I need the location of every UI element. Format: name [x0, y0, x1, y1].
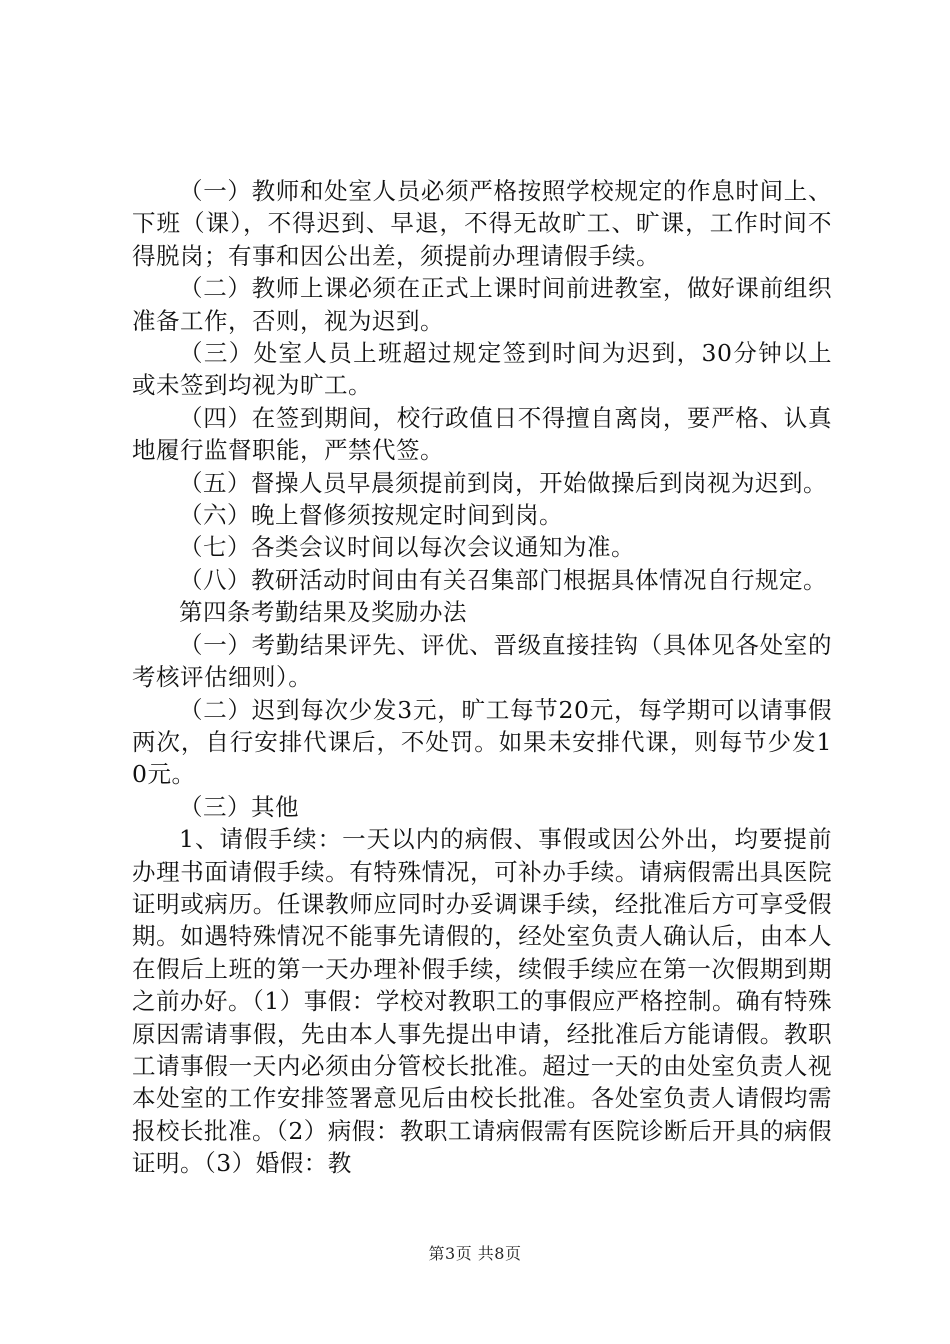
- paragraph-9: （一）考勤结果评先、评优、晋级直接挂钩（具体见各处室的考核评估细则）。: [132, 630, 832, 692]
- paragraph-3: （三）处室人员上班超过规定签到时间为迟到，30分钟以上或未签到均视为旷工。: [132, 339, 832, 400]
- paragraph-1: （一）教师和处室人员必须严格按照学校规定的作息时间上、下班（课），不得迟到、早退，不得无故旷工、旷课，工作时间不得脱岗；有事和因公出差，须提前办理请假手续。: [132, 177, 832, 270]
- paragraph-11: （三）其他: [179, 792, 299, 821]
- paragraph-6: （六）晚上督修须按规定时间到岗。: [179, 501, 563, 530]
- paragraph-12: 1、请假手续：一天以内的病假、事假或因公外出，均要提前办理书面请假手续。有特殊情况，可补办手续。请病假需出具医院证明或病历。任课教师应同时办妥调课手续，经批准后方可享受假期。如遇特殊情况不能事先请假的，经处室负责人确认后，由本人在假后上班的第一天办理补假手续，续假手续应在第一次假期到期之前办好。（1）事假：学校对教职工的事假应严格控制。确有特殊原因需请事假，先由本人事先提出申请，经批准后方能请假。教职工请事假一天内必须由分管校长批准。超过一天的由处室负责人视本处室的工作安排签署意见后由校长批准。各处室负责人请假均需报校长批准。（2）病假：教职工请病假需有医院诊断后开具的病假证明。（3）婚假：教: [132, 825, 832, 1178]
- paragraph-10: （二）迟到每次少发3元，旷工每节20元，每学期可以请事假两次，自行安排代课后，不处罚。如果未安排代课，则每节少发10元。: [132, 695, 832, 789]
- paragraph-5: （五）督操人员早晨须提前到岗，开始做操后到岗视为迟到。: [179, 468, 827, 497]
- paragraph-8: （八）教研活动时间由有关召集部门根据具体情况自行规定。: [179, 565, 827, 594]
- paragraph-2: （二）教师上课必须在正式上课时间前进教室，做好课前组织准备工作，否则，视为迟到。: [132, 274, 832, 335]
- document-body: [132, 175, 832, 1180]
- page-number-footer: 第3页 共8页: [428, 1244, 522, 1263]
- paragraph-7: （七）各类会议时间以每次会议通知为准。: [179, 533, 635, 562]
- paragraph-4: （四）在签到期间，校行政值日不得擅自离岗，要严格、认真地履行监督职能，严禁代签。: [132, 403, 832, 465]
- section-heading: 第四条考勤结果及奖励办法: [179, 598, 467, 627]
